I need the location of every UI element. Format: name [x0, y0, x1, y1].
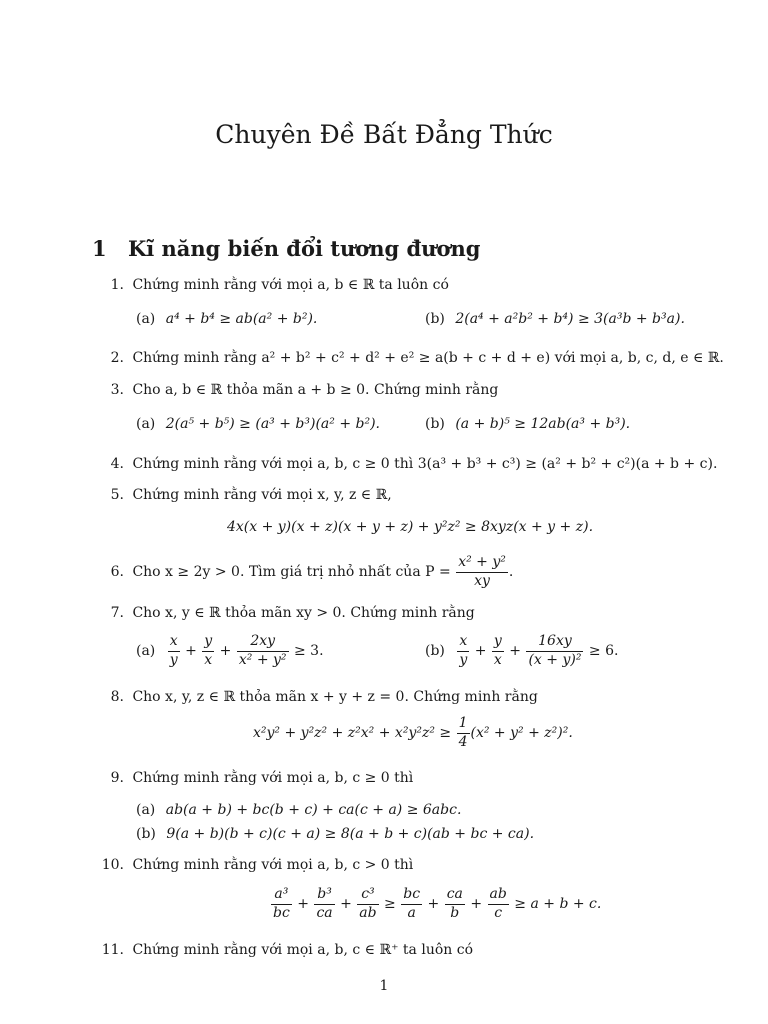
problem-text: Chứng minh rằng với mọi a, b ∈ ℝ ta luôn có	[132, 277, 449, 293]
problem-9-part-a: (a) ab(a + b) + bc(b + c) + ca(c + a) ≥ 6abc.	[136, 802, 462, 818]
problem-text: Cho x, y ∈ ℝ thỏa mãn xy > 0. Chứng minh rằng	[132, 605, 475, 621]
problem-9-part-b: (b) 9(a + b)(b + c)(c + a) ≥ 8(a + b + c)(ab + bc + ca).	[136, 826, 535, 842]
fraction: $\frac{1}{4}$	[458, 715, 468, 750]
problem-2: 2. Chứng minh rằng a² + b² + c² + d² + e² ≥ a(b + c + d + e) với mọi a, b, c, d, e ∈ ℝ.	[110, 350, 724, 366]
problem-text: Chứng minh rằng với mọi a, b, c ≥ 0 thì	[132, 770, 414, 786]
problem-1: 1. Chứng minh rằng với mọi a, b ∈ ℝ ta luôn có	[110, 277, 449, 293]
problem-3-part-b: (b) (a + b)⁵ ≥ 12ab(a³ + b³).	[425, 416, 631, 432]
fraction: $\frac{\text{c³}}{ab}$	[359, 886, 377, 921]
fraction: $\frac{\text{b³}}{ca}$	[316, 886, 333, 921]
problem-10: 10. Chứng minh rằng với mọi a, b, c > 0 thì	[101, 857, 414, 873]
problem-9: 9. Chứng minh rằng với mọi a, b, c ≥ 0 thì	[110, 770, 414, 786]
fraction: $\frac{x}{y}$	[459, 633, 468, 668]
problem-7: 7. Cho x, y ∈ ℝ thỏa mãn xy > 0. Chứng minh rằng	[110, 605, 475, 621]
section-title: Kĩ năng biến đổi tương đương	[128, 236, 481, 261]
problem-text: Chứng minh rằng a² + b² + c² + d² + e² ≥ a(b + c + d + e) với mọi a, b, c, d, e ∈ ℝ.	[132, 350, 724, 366]
problem-11: 11. Chứng minh rằng với mọi a, b, c ∈ ℝ⁺ ta luôn có	[101, 942, 473, 958]
page-number: 1	[379, 978, 389, 994]
problem-1-part-a: (a) a⁴ + b⁴ ≥ ab(a² + b²).	[136, 311, 318, 327]
problem-text: Chứng minh rằng với mọi a, b, c > 0 thì	[132, 857, 414, 873]
problem-text: Chứng minh rằng với mọi x, y, z ∈ ℝ,	[132, 487, 392, 503]
fraction: $\frac{\text{x² + y²}}{xy}$	[458, 554, 506, 589]
fraction: $\frac{y}{x}$	[204, 633, 213, 668]
fraction: $\frac{x}{y}$	[169, 633, 178, 668]
problem-8-display: x²y² + y²z² + z²x² + x²y²z² ≥ $\frac{1}{4}$ (x² + y² + z²)².	[253, 715, 573, 750]
fraction: $\frac{\text{a³}}{bc}$	[273, 886, 290, 921]
problem-4: 4. Chứng minh rằng với mọi a, b, c ≥ 0 thì 3(a³ + b³ + c³) ≥ (a² + b² + c²)(a + b + c).	[110, 456, 718, 472]
problem-6: 6. Cho x ≥ 2y > 0. Tìm giá trị nhỏ nhất của P = $\frac{\text{x² + y²}}{xy}$ .	[110, 554, 514, 589]
fraction: $\frac{ab}{c}$	[489, 886, 507, 921]
problem-text: Chứng minh rằng với mọi a, b, c ∈ ℝ⁺ ta luôn có	[132, 942, 473, 958]
problem-7-part-b: (b) $\frac{x}{y}$ + $\frac{y}{x}$ + $\frac{16xy}{\text{(x + y)²}}$ ≥ 6.	[425, 633, 619, 668]
document-title: Chuyên Đề Bất Đẳng Thức	[215, 120, 553, 149]
fraction: $\frac{2xy}{\text{x² + y²}}$	[238, 633, 287, 668]
fraction: $\frac{y}{x}$	[493, 633, 502, 668]
problem-1-part-b: (b) 2(a⁴ + a²b² + b⁴) ≥ 3(a³b + b³a).	[425, 311, 685, 327]
fraction: $\frac{bc}{a}$	[403, 886, 421, 921]
problem-5: 5. Chứng minh rằng với mọi x, y, z ∈ ℝ,	[110, 487, 392, 503]
problem-text: Chứng minh rằng với mọi a, b, c ≥ 0 thì 3(a³ + b³ + c³) ≥ (a² + b² + c²)(a + b + c).	[132, 456, 718, 472]
problem-8: 8. Cho x, y, z ∈ ℝ thỏa mãn x + y + z = 0. Chứng minh rằng	[110, 689, 538, 705]
problem-5-display: 4x(x + y)(x + z)(x + y + z) + y²z² ≥ 8xyz(x + y + z).	[226, 519, 594, 535]
problem-text: Cho x ≥ 2y > 0. Tìm giá trị nhỏ nhất của P =	[132, 564, 451, 580]
section-number: 1	[92, 236, 107, 261]
fraction: $\frac{16xy}{\text{(x + y)²}}$	[528, 633, 582, 668]
fraction: $\frac{ca}{b}$	[446, 886, 463, 921]
problem-text: Cho a, b ∈ ℝ thỏa mãn a + b ≥ 0. Chứng minh rằng	[132, 382, 499, 398]
problem-3-part-a: (a) 2(a⁵ + b⁵) ≥ (a³ + b³)(a² + b²).	[136, 416, 380, 432]
problem-3: 3. Cho a, b ∈ ℝ thỏa mãn a + b ≥ 0. Chứng minh rằng	[110, 382, 499, 398]
problem-10-display: $\frac{\text{a³}}{bc}$ + $\frac{\text{b³}}{ca}$ + $\frac{\text{c³}}{ab}$ ≥ $\frac{bc}{a}$ + $\frac{ca}{b}$ + $\frac{ab}{c}$ ≥ a + b + c.	[273, 886, 602, 921]
problem-text: Cho x, y, z ∈ ℝ thỏa mãn x + y + z = 0. Chứng minh rằng	[132, 689, 538, 705]
problem-7-part-a: (a) $\frac{x}{y}$ + $\frac{y}{x}$ + $\frac{2xy}{\text{x² + y²}}$ ≥ 3.	[136, 633, 324, 668]
